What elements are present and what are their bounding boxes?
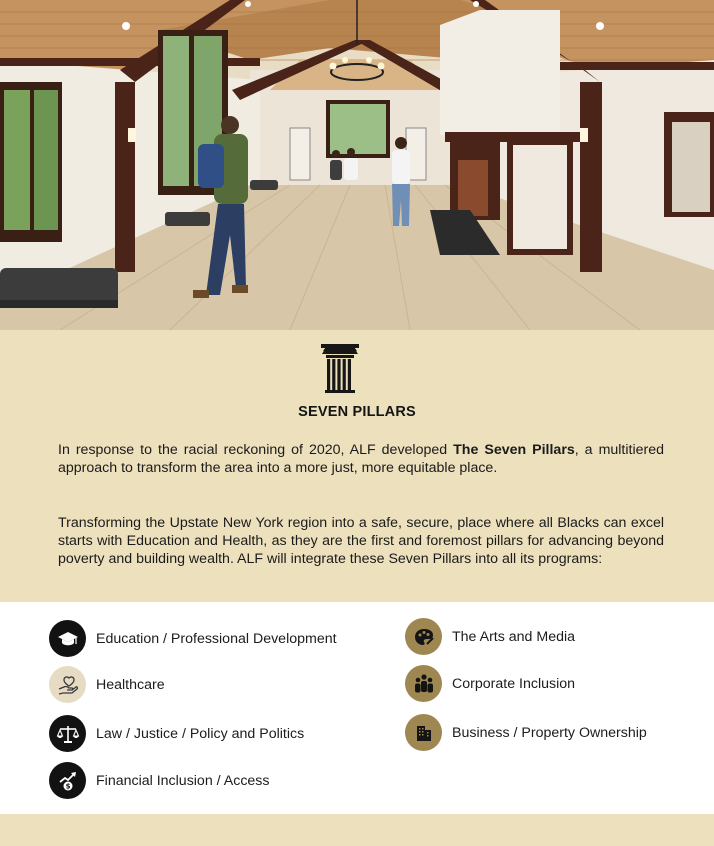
- seven-pillars-emphasis: The Seven Pillars: [453, 442, 575, 458]
- hero-image: [0, 0, 714, 330]
- section-title: SEVEN PILLARS: [298, 404, 416, 420]
- svg-text:$: $: [65, 782, 70, 791]
- pillar-healthcare: [49, 666, 165, 703]
- pillar-label: Corporate Inclusion: [452, 675, 576, 692]
- pillar-label: Business / Property Ownership: [452, 724, 647, 741]
- pillar-financial-inclusion: [49, 762, 270, 799]
- buildings-icon: [405, 714, 442, 751]
- mission-paragraph: Transforming the Upstate New York region into a safe, secure, place where all Blacks can excel starts with Education and Health, as they are the first and foremost pillars for advancing beyond poverty and building wealth. ALF will integrate these Seven Pillars into all its programs:: [58, 515, 664, 568]
- pillars-list: [0, 602, 714, 814]
- pillar-business-property: [405, 714, 647, 751]
- seven-pillars-section: [0, 330, 714, 602]
- heart-hand-icon: [49, 666, 86, 703]
- pillar-label: Law / Justice / Policy and Politics: [96, 725, 305, 742]
- column-pillar-icon: [320, 342, 360, 396]
- pillar-label: The Arts and Media: [452, 628, 576, 645]
- pillar-arts-media: [405, 618, 575, 655]
- pillar-label: Healthcare: [96, 676, 165, 693]
- intro-paragraph: [58, 441, 664, 477]
- intro-text-start: In response to the racial reckoning of 2020, ALF developed: [58, 442, 454, 458]
- pillar-law-justice: [49, 715, 304, 752]
- people-group-icon: [405, 665, 442, 702]
- pillar-label: Education / Professional Development: [96, 630, 337, 647]
- hall-illustration: [0, 0, 714, 330]
- pillar-label: Financial Inclusion / Access: [96, 772, 270, 789]
- pillar-education: [49, 620, 337, 657]
- money-growth-icon: [49, 762, 86, 799]
- intro-text-end: , a multitiered approach to transform the area into a more just, more equitable place.: [58, 442, 665, 477]
- pillar-corporate-inclusion: [405, 665, 575, 702]
- palette-icon: [405, 618, 442, 655]
- footer-band: [0, 814, 714, 846]
- scales-icon: [49, 715, 86, 752]
- graduation-cap-icon: [49, 620, 86, 657]
